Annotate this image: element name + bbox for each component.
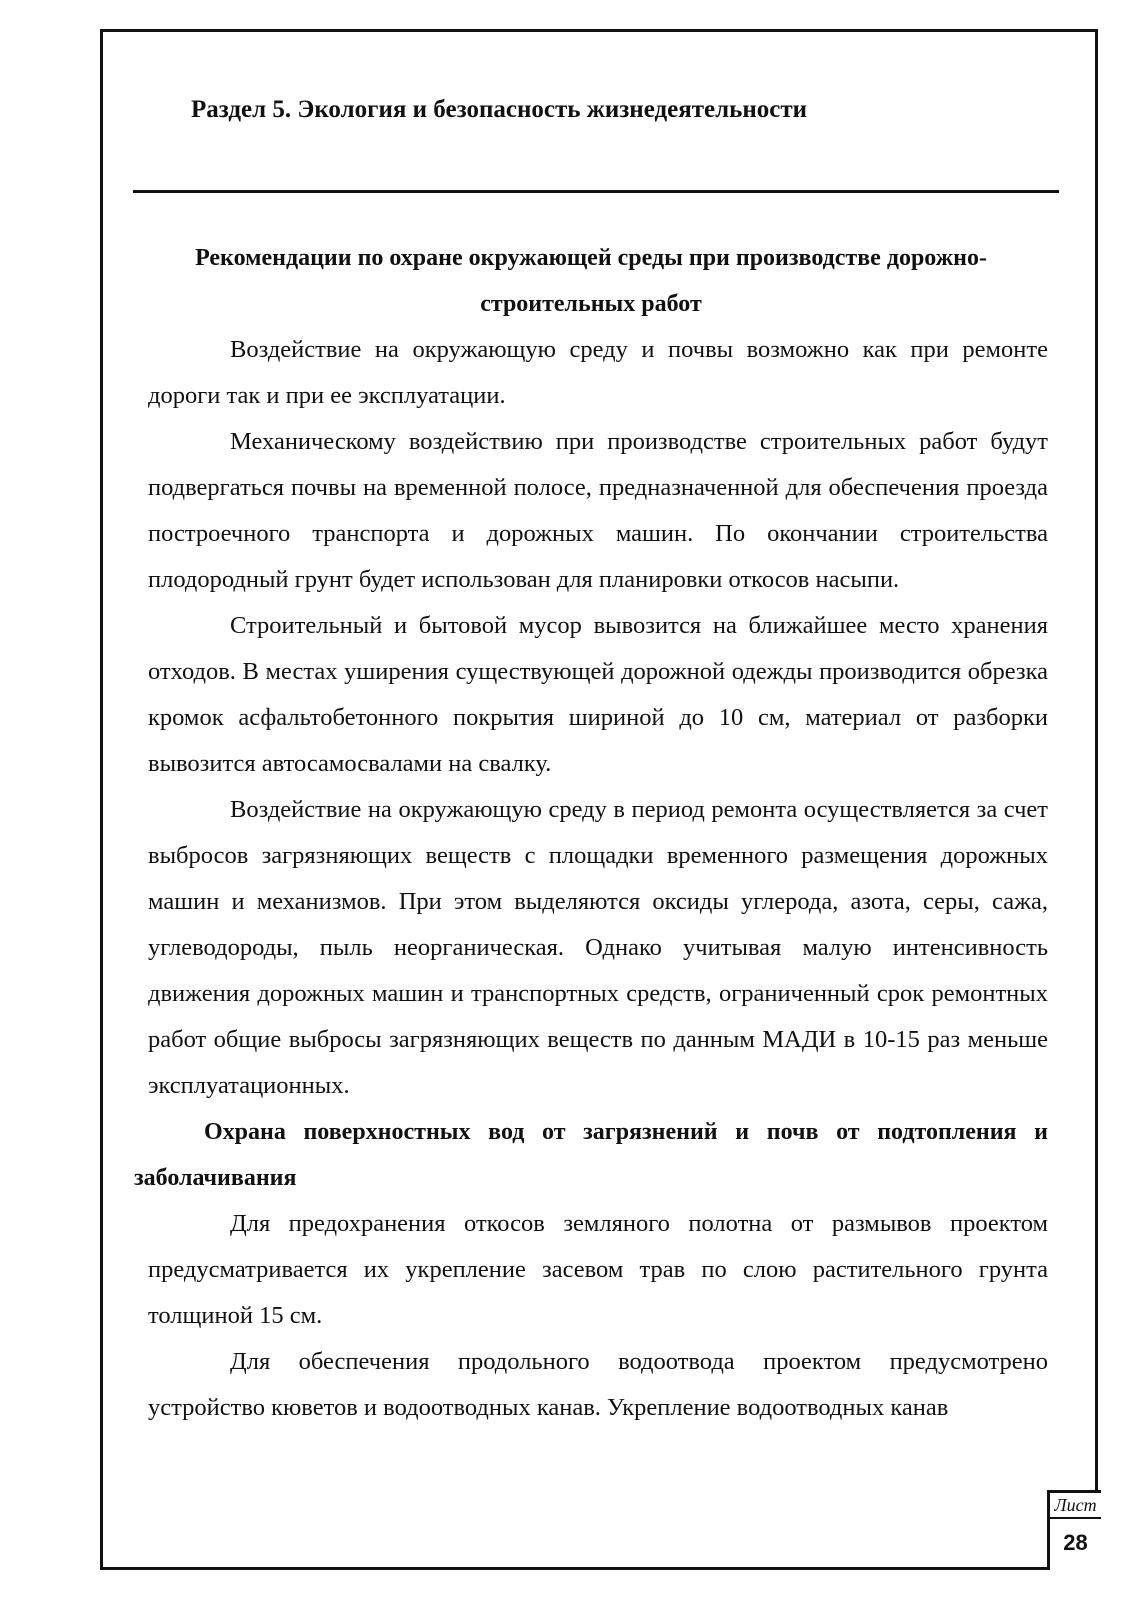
document-body [134, 235, 1048, 1431]
paragraph: Для обеспечения продольного водоотвода проектом предусмотрено устройство кюветов и водоотводных канав. Укрепление водоотводных канав [148, 1348, 1048, 1421]
sheet-label: Лист [1050, 1493, 1101, 1519]
paragraph: Воздействие на окружающую среду и почвы возможно как при ремонте дороги так и при ее эксплуатации. [148, 336, 1048, 409]
heading-surface-water-protection: Охрана поверхностных вод от загрязнений и почв от подтопления и заболачивания [134, 1119, 1048, 1191]
paragraph: Механическому воздействию при производстве строительных работ будут подвергаться почвы на временной полосе, предназначенной для обеспечения проезда построечного транспорта и дорожных машин. По окончании строительства плодородный грунт будет использован для планировки откосов насыпи. [148, 428, 1048, 593]
paragraph: Воздействие на окружающую среду в период ремонта осуществляется за счет выбросов загрязняющих веществ с площадки временного размещения дорожных машин и механизмов. При этом выделяются оксиды углерода, азота, серы, сажа, углеводороды, пыль неорганическая. Однако учитывая малую интенсивность движения дорожных машин и транспортных средств, ограниченный срок ремонтных работ общие выбросы загрязняющих веществ по данным МАДИ в 10-15 раз меньше эксплуатационных. [148, 796, 1048, 1099]
heading-environment-recommendations: Рекомендации по охране окружающей среды при производстве дорожно-строительных работ [195, 245, 987, 317]
section-title: Раздел 5. Экология и безопасность жизнедеятельности [191, 96, 808, 123]
paragraph: Строительный и бытовой мусор вывозится на ближайшее место хранения отходов. В местах уширения существующей дорожной одежды производится обрезка кромок асфальтобетонного покрытия шириной до 10 см, материал от разборки вывозится автосамосвалами на свалку. [148, 612, 1048, 777]
paragraph: Для предохранения откосов земляного полотна от размывов проектом предусматривается их укрепление засевом трав по слою растительного грунта толщиной 15 см. [148, 1210, 1048, 1329]
sheet-number: 28 [1063, 1530, 1088, 1555]
header-divider [133, 190, 1059, 193]
sheet-number-box [1047, 1490, 1101, 1570]
